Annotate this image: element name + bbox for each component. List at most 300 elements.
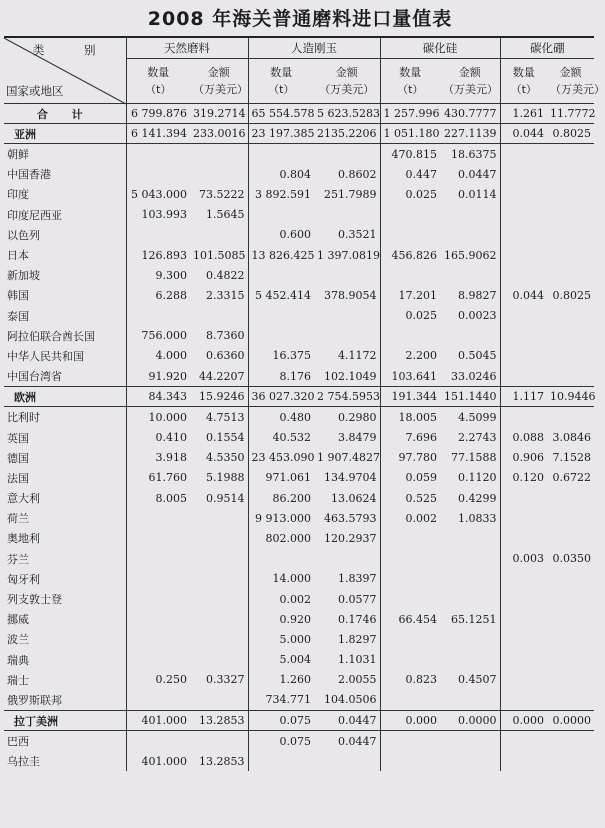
table-row bbox=[4, 508, 594, 528]
qty-cell: 7.696 bbox=[380, 427, 440, 447]
amount-cell bbox=[190, 569, 248, 589]
table-row bbox=[4, 488, 594, 508]
qty-cell: 1.260 bbox=[248, 670, 314, 690]
amount-cell: 0.6722 bbox=[552, 471, 591, 485]
amount-cell: 1.8397 bbox=[338, 572, 377, 586]
amount-cell bbox=[547, 650, 594, 670]
qty-cell bbox=[248, 265, 314, 285]
qty-cell bbox=[126, 528, 190, 548]
qty-cell bbox=[126, 731, 190, 752]
row-name: 荷兰 bbox=[7, 512, 29, 526]
row-name: 意大利 bbox=[7, 492, 40, 506]
row-name: 比利时 bbox=[7, 411, 40, 425]
amount-cell: 7.1528 bbox=[552, 451, 591, 465]
qty-cell bbox=[380, 528, 440, 548]
qty-cell: 0.002 bbox=[380, 508, 440, 528]
qty-cell bbox=[126, 589, 190, 609]
amount-cell: 2.2743 bbox=[458, 431, 497, 445]
table-row bbox=[4, 650, 594, 670]
amount-cell bbox=[547, 670, 594, 690]
qty-cell bbox=[500, 589, 547, 609]
table-title: 2008 年海关普通磨料进口量值表 bbox=[147, 8, 453, 30]
category-label: 类 别 bbox=[32, 43, 114, 57]
qty-cell: 802.000 bbox=[248, 528, 314, 548]
row-name: 瑞士 bbox=[7, 673, 29, 687]
amount-cell: 1.1031 bbox=[338, 653, 377, 667]
qty-cell: 0.804 bbox=[248, 164, 314, 184]
qty-cell bbox=[126, 609, 190, 629]
qty-cell: 14.000 bbox=[248, 569, 314, 589]
table-row bbox=[4, 731, 594, 752]
qty-cell bbox=[126, 690, 190, 711]
row-name: 中国香港 bbox=[7, 168, 51, 182]
amount-cell bbox=[547, 366, 594, 387]
row-name: 中国台湾省 bbox=[7, 370, 62, 384]
qty-cell bbox=[500, 731, 547, 752]
row-name: 亚洲 bbox=[4, 124, 126, 144]
amount-cell: 1.0833 bbox=[458, 511, 497, 525]
qty-cell bbox=[380, 265, 440, 285]
row-name: 列支敦士登 bbox=[7, 593, 62, 607]
amount-cell: 0.1554 bbox=[206, 431, 245, 445]
amount-cell bbox=[190, 589, 248, 609]
table-row bbox=[4, 205, 594, 225]
import-table bbox=[4, 36, 605, 771]
row-name: 俄罗斯联邦 bbox=[7, 693, 62, 707]
amount-cell: 2.0055 bbox=[338, 673, 377, 687]
row-name: 合 计 bbox=[4, 104, 126, 124]
amt-unit: （万美元） bbox=[443, 83, 498, 96]
qty-header bbox=[500, 59, 547, 104]
qty-cell bbox=[500, 326, 547, 346]
qty-cell: 23 197.385 bbox=[248, 124, 314, 144]
qty-cell: 0.025 bbox=[380, 184, 440, 204]
amount-cell: 134.9704 bbox=[324, 471, 377, 485]
amount-cell: 0.8025 bbox=[547, 124, 594, 144]
qty-cell bbox=[500, 164, 547, 184]
qty-cell bbox=[500, 346, 547, 366]
qty-cell: 8.005 bbox=[126, 488, 190, 508]
table-row bbox=[4, 427, 594, 447]
amount-cell: 0.2980 bbox=[338, 410, 377, 424]
qty-cell bbox=[380, 731, 440, 752]
qty-cell: 2.200 bbox=[380, 346, 440, 366]
qty-cell: 10.000 bbox=[126, 407, 190, 428]
amount-cell bbox=[190, 164, 248, 184]
region-row bbox=[4, 387, 594, 407]
table-row bbox=[4, 670, 594, 690]
qty-header bbox=[380, 59, 440, 104]
amt-label: 金额 bbox=[559, 66, 582, 79]
row-name: 波兰 bbox=[7, 633, 29, 647]
qty-cell: 0.003 bbox=[500, 549, 547, 569]
qty-cell bbox=[500, 488, 547, 508]
qty-cell bbox=[500, 366, 547, 387]
amount-cell: 101.5085 bbox=[193, 248, 246, 262]
amount-cell: 2135.2206 bbox=[314, 124, 380, 144]
table-row bbox=[4, 589, 594, 609]
amount-cell: 120.2937 bbox=[324, 531, 377, 545]
amount-cell bbox=[440, 629, 500, 649]
qty-unit: （t） bbox=[268, 83, 295, 96]
amount-cell: 8.7360 bbox=[206, 329, 245, 343]
qty-cell: 86.200 bbox=[248, 488, 314, 508]
row-name: 法国 bbox=[7, 471, 29, 485]
row-name: 阿拉伯联合酋长国 bbox=[7, 329, 95, 343]
qty-cell: 4.000 bbox=[126, 346, 190, 366]
amount-cell: 165.9062 bbox=[444, 248, 497, 262]
amount-cell: 0.0350 bbox=[552, 552, 591, 566]
amount-cell bbox=[440, 569, 500, 589]
amt-unit: （万美元） bbox=[319, 83, 375, 96]
qty-unit: （t） bbox=[397, 83, 424, 96]
qty-cell: 16.375 bbox=[248, 346, 314, 366]
qty-cell bbox=[380, 650, 440, 670]
amount-cell bbox=[314, 751, 380, 771]
row-name: 芬兰 bbox=[7, 552, 29, 566]
qty-cell: 9 913.000 bbox=[248, 508, 314, 528]
qty-header bbox=[248, 59, 314, 104]
amount-cell: 1 397.0819 bbox=[317, 248, 380, 262]
amount-cell: 1.8297 bbox=[338, 632, 377, 646]
amount-cell: 65.1251 bbox=[451, 612, 497, 626]
qty-cell bbox=[500, 225, 547, 245]
qty-cell: 401.000 bbox=[126, 751, 190, 771]
qty-cell bbox=[380, 569, 440, 589]
amount-cell bbox=[547, 245, 594, 265]
qty-cell: 401.000 bbox=[126, 711, 190, 731]
amount-cell: 0.0577 bbox=[338, 592, 377, 606]
row-name: 巴西 bbox=[7, 735, 29, 749]
qty-cell: 5.004 bbox=[248, 650, 314, 670]
amount-cell: 378.9054 bbox=[324, 288, 377, 302]
amount-cell bbox=[314, 144, 380, 165]
amount-cell: 8.9827 bbox=[458, 288, 497, 302]
amount-cell: 3.0846 bbox=[552, 431, 591, 445]
group-corundum: 人造刚玉 bbox=[248, 37, 380, 59]
region-label: 国家或地区 bbox=[6, 84, 64, 98]
amount-cell: 4.7513 bbox=[206, 410, 245, 424]
row-name: 朝鲜 bbox=[7, 148, 29, 162]
qty-cell bbox=[380, 549, 440, 569]
qty-cell bbox=[380, 225, 440, 245]
qty-cell bbox=[380, 629, 440, 649]
amount-cell: 3.8479 bbox=[338, 431, 377, 445]
amt-label: 金额 bbox=[207, 66, 230, 79]
qty-cell: 6.288 bbox=[126, 285, 190, 305]
amount-cell: 0.1746 bbox=[338, 612, 377, 626]
table-row bbox=[4, 569, 594, 589]
row-name: 奥地利 bbox=[7, 532, 40, 546]
qty-cell bbox=[380, 751, 440, 771]
amt-label: 金额 bbox=[458, 66, 481, 79]
qty-cell bbox=[248, 751, 314, 771]
table-row bbox=[4, 448, 594, 468]
amount-header bbox=[190, 59, 248, 104]
table-row bbox=[4, 265, 594, 285]
table-row bbox=[4, 285, 594, 305]
qty-cell: 13 826.425 bbox=[248, 245, 314, 265]
qty-cell bbox=[500, 265, 547, 285]
qty-cell bbox=[248, 144, 314, 165]
amount-cell bbox=[547, 528, 594, 548]
row-name: 瑞典 bbox=[7, 653, 29, 667]
amount-cell bbox=[440, 650, 500, 670]
qty-cell bbox=[500, 508, 547, 528]
row-name: 印度 bbox=[7, 188, 29, 202]
qty-cell: 0.920 bbox=[248, 609, 314, 629]
amt-unit: （万美元） bbox=[550, 83, 605, 96]
amount-cell bbox=[314, 265, 380, 285]
qty-cell bbox=[126, 549, 190, 569]
amount-cell: 102.1049 bbox=[324, 369, 377, 383]
qty-unit: （t） bbox=[145, 83, 172, 96]
row-name: 匈牙利 bbox=[7, 572, 40, 586]
amount-cell bbox=[547, 164, 594, 184]
qty-cell bbox=[500, 407, 547, 428]
amount-cell: 0.4822 bbox=[206, 268, 245, 282]
qty-cell bbox=[500, 306, 547, 326]
qty-cell bbox=[500, 245, 547, 265]
qty-cell: 5 043.000 bbox=[126, 184, 190, 204]
amount-cell bbox=[547, 306, 594, 326]
amount-cell bbox=[190, 609, 248, 629]
amount-cell: 0.6360 bbox=[206, 349, 245, 363]
qty-cell: 66.454 bbox=[380, 609, 440, 629]
amount-cell bbox=[547, 751, 594, 771]
amount-cell bbox=[440, 225, 500, 245]
table-row bbox=[4, 144, 594, 165]
table-row bbox=[4, 366, 594, 387]
amount-cell: 11.7772 bbox=[547, 104, 594, 124]
table-row bbox=[4, 184, 594, 204]
amount-cell: 10.9446 bbox=[547, 387, 594, 407]
amount-cell bbox=[547, 488, 594, 508]
qty-cell: 470.815 bbox=[380, 144, 440, 165]
qty-label: 数量 bbox=[270, 66, 293, 79]
table-row bbox=[4, 629, 594, 649]
amount-cell bbox=[190, 144, 248, 165]
amount-cell: 0.0447 bbox=[314, 711, 380, 731]
amount-cell: 4.5350 bbox=[206, 451, 245, 465]
row-name: 韩国 bbox=[7, 289, 29, 303]
amount-cell: 5.1988 bbox=[206, 471, 245, 485]
qty-cell bbox=[248, 326, 314, 346]
amount-cell: 15.9246 bbox=[190, 387, 248, 407]
qty-cell bbox=[500, 569, 547, 589]
table-row bbox=[4, 164, 594, 184]
qty-cell bbox=[500, 609, 547, 629]
row-name: 印度尼西亚 bbox=[7, 208, 62, 222]
qty-cell bbox=[500, 690, 547, 711]
amount-cell: 0.1120 bbox=[458, 471, 497, 485]
qty-cell bbox=[248, 205, 314, 225]
amount-cell: 13.2853 bbox=[190, 711, 248, 731]
amount-cell: 0.0023 bbox=[458, 309, 497, 323]
qty-unit: （t） bbox=[510, 83, 537, 96]
total-row bbox=[4, 104, 594, 124]
table-row bbox=[4, 245, 594, 265]
qty-cell: 1 257.996 bbox=[380, 104, 440, 124]
qty-cell bbox=[380, 690, 440, 711]
row-name: 泰国 bbox=[7, 309, 29, 323]
amount-cell bbox=[547, 589, 594, 609]
amount-cell: 5 623.5283 bbox=[314, 104, 380, 124]
qty-cell bbox=[500, 144, 547, 165]
amount-cell: 0.0000 bbox=[440, 711, 500, 731]
qty-cell bbox=[126, 164, 190, 184]
qty-cell: 61.760 bbox=[126, 468, 190, 488]
amount-cell bbox=[190, 650, 248, 670]
qty-cell bbox=[500, 751, 547, 771]
amount-cell bbox=[190, 731, 248, 752]
amount-cell: 1 907.4827 bbox=[317, 451, 380, 465]
amount-cell: 463.5793 bbox=[324, 511, 377, 525]
table-row bbox=[4, 468, 594, 488]
qty-cell bbox=[248, 549, 314, 569]
qty-cell: 5.000 bbox=[248, 629, 314, 649]
amount-cell bbox=[190, 629, 248, 649]
row-name: 英国 bbox=[7, 431, 29, 445]
qty-header bbox=[126, 59, 190, 104]
qty-cell: 3 892.591 bbox=[248, 184, 314, 204]
amount-cell bbox=[314, 205, 380, 225]
qty-cell bbox=[126, 650, 190, 670]
amount-cell bbox=[547, 731, 594, 752]
qty-cell: 0.025 bbox=[380, 306, 440, 326]
amount-cell: 0.0447 bbox=[338, 734, 377, 748]
amount-cell bbox=[547, 569, 594, 589]
qty-cell: 36 027.320 bbox=[248, 387, 314, 407]
table-row bbox=[4, 326, 594, 346]
amount-cell bbox=[440, 751, 500, 771]
qty-cell bbox=[126, 569, 190, 589]
qty-cell: 126.893 bbox=[126, 245, 190, 265]
amount-cell bbox=[190, 306, 248, 326]
qty-cell: 6 141.394 bbox=[126, 124, 190, 144]
table-row bbox=[4, 346, 594, 366]
qty-cell: 0.002 bbox=[248, 589, 314, 609]
header-corner bbox=[4, 37, 126, 104]
amt-unit: （万美元） bbox=[193, 83, 248, 96]
qty-cell: 40.532 bbox=[248, 427, 314, 447]
amount-header bbox=[314, 59, 380, 104]
qty-cell: 1 051.180 bbox=[380, 124, 440, 144]
amount-cell: 4.5099 bbox=[458, 410, 497, 424]
amount-cell bbox=[440, 528, 500, 548]
amount-cell bbox=[440, 265, 500, 285]
qty-cell bbox=[126, 629, 190, 649]
amount-cell: 73.5222 bbox=[199, 187, 245, 201]
region-row bbox=[4, 124, 594, 144]
row-name: 德国 bbox=[7, 451, 29, 465]
table-row bbox=[4, 609, 594, 629]
amount-cell bbox=[190, 225, 248, 245]
amount-cell bbox=[440, 549, 500, 569]
row-name: 挪威 bbox=[7, 613, 29, 627]
row-name: 拉丁美洲 bbox=[4, 711, 126, 731]
qty-cell bbox=[126, 225, 190, 245]
row-name: 新加坡 bbox=[7, 269, 40, 283]
qty-cell: 456.826 bbox=[380, 245, 440, 265]
amount-cell: 227.1139 bbox=[440, 124, 500, 144]
amount-cell: 2 754.5953 bbox=[314, 387, 380, 407]
qty-cell: 971.061 bbox=[248, 468, 314, 488]
amount-cell bbox=[440, 690, 500, 711]
qty-cell: 0.250 bbox=[126, 670, 190, 690]
row-name: 乌拉圭 bbox=[7, 755, 40, 769]
amount-cell: 233.0016 bbox=[190, 124, 248, 144]
amount-cell bbox=[190, 528, 248, 548]
amount-cell: 0.0114 bbox=[458, 187, 497, 201]
group-b4c: 碳化硼 bbox=[500, 37, 594, 59]
amount-cell: 430.7777 bbox=[440, 104, 500, 124]
amount-cell: 33.0246 bbox=[451, 369, 497, 383]
qty-cell bbox=[126, 508, 190, 528]
qty-cell: 191.344 bbox=[380, 387, 440, 407]
amount-cell: 319.2714 bbox=[190, 104, 248, 124]
row-name: 日本 bbox=[7, 249, 29, 263]
qty-cell bbox=[500, 670, 547, 690]
amount-cell: 0.3521 bbox=[338, 228, 377, 242]
amount-cell bbox=[440, 589, 500, 609]
group-sic: 碳化硅 bbox=[380, 37, 500, 59]
qty-cell: 0.480 bbox=[248, 407, 314, 428]
qty-cell bbox=[248, 306, 314, 326]
amount-cell: 251.7989 bbox=[324, 187, 377, 201]
qty-cell bbox=[500, 205, 547, 225]
qty-cell: 0.410 bbox=[126, 427, 190, 447]
amount-cell bbox=[440, 731, 500, 752]
qty-cell bbox=[126, 144, 190, 165]
amount-cell: 0.8025 bbox=[552, 288, 591, 302]
qty-cell: 1.261 bbox=[500, 104, 547, 124]
amount-cell bbox=[547, 326, 594, 346]
qty-cell: 18.005 bbox=[380, 407, 440, 428]
row-name: 以色列 bbox=[7, 228, 40, 242]
qty-cell bbox=[500, 184, 547, 204]
amount-cell: 151.1440 bbox=[440, 387, 500, 407]
amount-cell: 44.2207 bbox=[199, 369, 245, 383]
amount-cell bbox=[547, 265, 594, 285]
qty-cell bbox=[500, 650, 547, 670]
table-row bbox=[4, 549, 594, 569]
qty-cell: 0.044 bbox=[500, 124, 547, 144]
qty-cell: 0.059 bbox=[380, 468, 440, 488]
amount-header bbox=[440, 59, 500, 104]
amount-cell bbox=[547, 205, 594, 225]
qty-cell: 8.176 bbox=[248, 366, 314, 387]
qty-cell: 756.000 bbox=[126, 326, 190, 346]
group-natural: 天然磨料 bbox=[126, 37, 248, 59]
amount-cell: 0.0000 bbox=[547, 711, 594, 731]
row-name: 中华人民共和国 bbox=[7, 349, 84, 363]
amount-cell bbox=[547, 609, 594, 629]
qty-cell: 103.641 bbox=[380, 366, 440, 387]
qty-cell: 0.120 bbox=[500, 468, 547, 488]
amount-header bbox=[547, 59, 605, 104]
qty-label: 数量 bbox=[147, 66, 170, 79]
qty-cell: 91.920 bbox=[126, 366, 190, 387]
amt-label: 金额 bbox=[335, 66, 358, 79]
qty-cell: 65 554.578 bbox=[248, 104, 314, 124]
amount-cell: 0.5045 bbox=[458, 349, 497, 363]
qty-cell: 5 452.414 bbox=[248, 285, 314, 305]
qty-cell bbox=[380, 205, 440, 225]
amount-cell bbox=[190, 690, 248, 711]
qty-cell: 0.823 bbox=[380, 670, 440, 690]
qty-cell: 103.993 bbox=[126, 205, 190, 225]
